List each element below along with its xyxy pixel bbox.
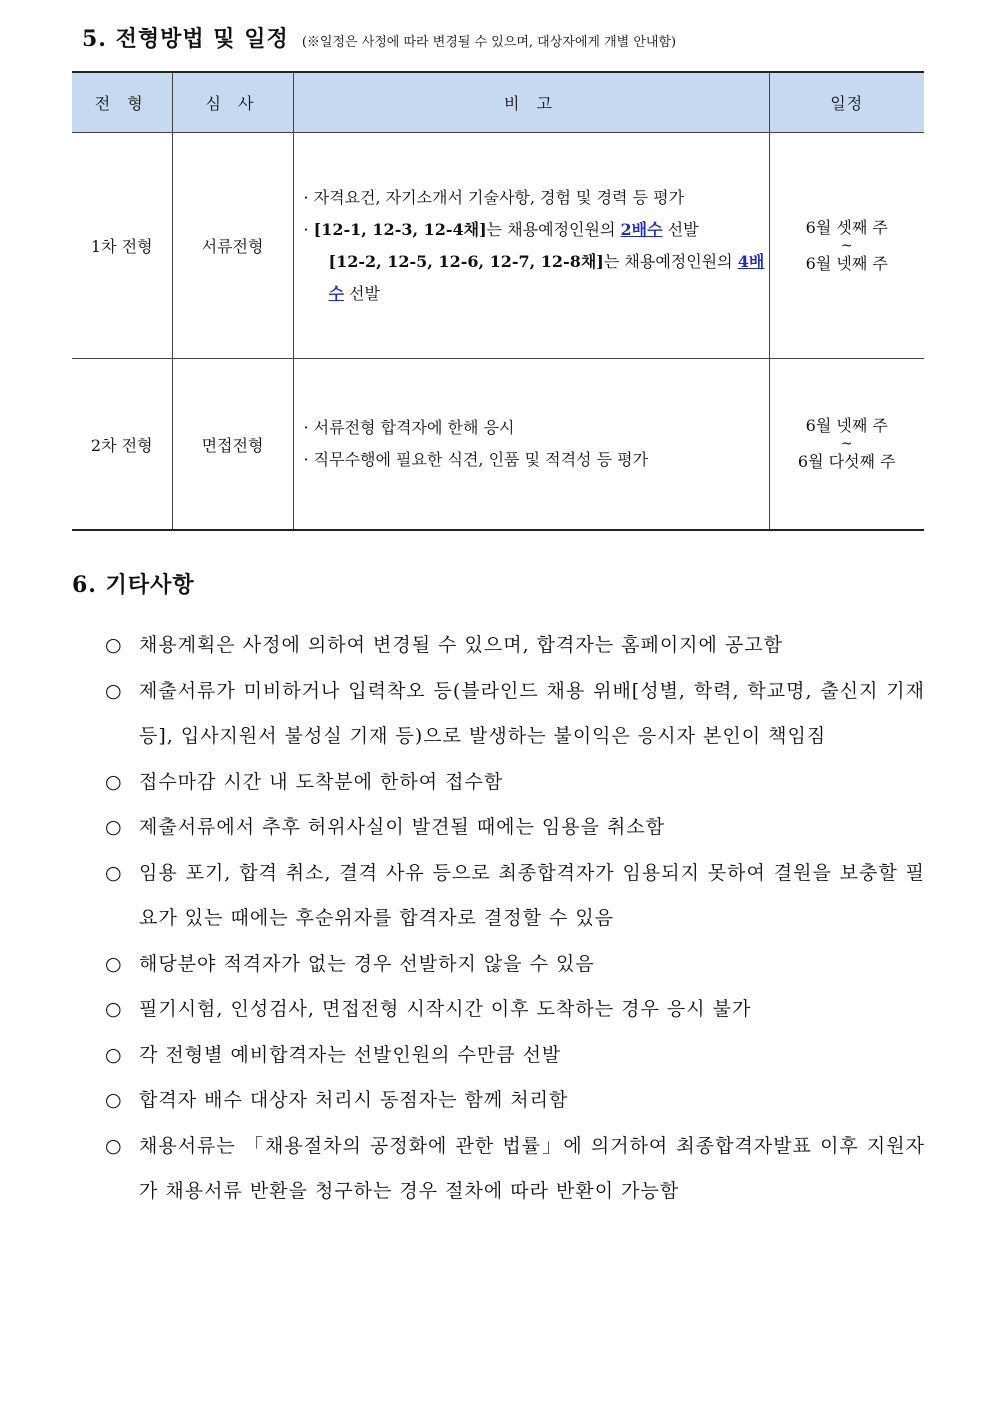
remark-cell: [293, 359, 769, 531]
table-row: [72, 359, 924, 531]
circle-bullet-icon: ○: [105, 634, 123, 656]
list-item-text: 해당분야 적격자가 없는 경우 선발하지 않을 수 있음: [139, 952, 595, 975]
schedule-start: 6월 넷째 주: [805, 416, 888, 435]
circle-bullet-icon: ○: [105, 998, 123, 1020]
list-item: [105, 987, 925, 1033]
schedule-start: 6월 셋째 주: [805, 217, 888, 237]
list-item-text: 채용서류는 「채용절차의 공정화에 관한 법률」에 의거하여 최종합격자발표 이후 지원자가 채용서류 반환을 청구하는 경우 절차에 따라 반환이 가능함: [139, 1134, 925, 1202]
list-item-text: 제출서류에서 추후 허위사실이 발견될 때에는 임용을 취소함: [139, 816, 666, 838]
circle-bullet-icon: ○: [105, 770, 123, 793]
remark-multiple: 2배수: [620, 219, 663, 239]
section6-title: 6. 기타사항: [72, 572, 195, 598]
remark-bold-range: [12-2, 12-5, 12-6, 12-7, 12-8채]: [328, 251, 604, 271]
circle-bullet-icon: ○: [105, 679, 123, 702]
header-review: 심 사: [172, 72, 293, 133]
remark-text: 선발: [662, 219, 699, 239]
remark-cell: [293, 133, 769, 359]
list-item: [105, 1124, 925, 1215]
list-item-text: 각 전형별 예비합격자는 선발인원의 수만큼 선발: [139, 1043, 562, 1066]
list-item-text: 임용 포기, 합격 취소, 결격 사유 등으로 최종합격자가 임용되지 못하여 결원을 보충할 필요가 있는 때에는 후순위자를 합격자로 결정할 수 있음: [139, 861, 925, 929]
list-item: [105, 942, 925, 988]
schedule-table: [72, 71, 924, 531]
stage-cell: 1차 전형: [72, 133, 172, 359]
circle-bullet-icon: ○: [105, 861, 123, 884]
review-cell: 면접전형: [172, 359, 293, 531]
notes-list: [105, 623, 925, 1215]
table-row: [72, 133, 924, 359]
review-cell: 서류전형: [172, 133, 293, 359]
list-item-text: 합격자 배수 대상자 처리시 동점자는 함께 처리함: [139, 1089, 569, 1111]
circle-bullet-icon: ○: [105, 1134, 123, 1157]
section5-title: 5. 전형방법 및 일정: [82, 26, 289, 52]
remark-multiple: 4배수: [328, 251, 765, 303]
list-item: [105, 760, 925, 806]
list-item: [105, 805, 925, 851]
list-item: [105, 851, 925, 942]
list-item: [105, 669, 925, 760]
stage-cell: 2차 전형: [72, 359, 172, 531]
list-item: [105, 1078, 925, 1124]
remark-line: · 자격요건, 자기소개서 기술사항, 경험 및 경력 등 평가: [303, 187, 685, 207]
remark-text: 선발: [343, 283, 380, 303]
header-remark: 비 고: [293, 72, 769, 133]
list-item-text: 접수마감 시간 내 도착분에 한하여 접수함: [139, 770, 504, 793]
list-item: [105, 623, 925, 669]
header-stage: 전 형: [72, 72, 172, 133]
remark-line: [304, 214, 769, 246]
remark-line: · 직무수행에 필요한 식견, 인품 및 적격성 등 평가: [303, 450, 649, 469]
circle-bullet-icon: ○: [105, 1043, 123, 1066]
circle-bullet-icon: ○: [105, 816, 123, 838]
remark-bullet: ·: [303, 219, 314, 239]
schedule-cell: [769, 359, 924, 531]
schedule-tilde: ~: [840, 237, 853, 254]
table-header-row: [72, 72, 924, 133]
schedule-end: 6월 다섯째 주: [797, 452, 896, 471]
list-item: [105, 1033, 925, 1079]
remark-text: 는 채용예정인원의: [486, 219, 621, 239]
header-schedule: 일정: [769, 72, 924, 133]
remark-line: [304, 246, 769, 310]
list-item-text: 채용계획은 사정에 의하여 변경될 수 있으며, 합격자는 홈페이지에 공고함: [139, 634, 783, 656]
remark-text: 는 채용예정인원의: [603, 251, 738, 271]
circle-bullet-icon: ○: [105, 1089, 123, 1111]
section5-note: (※일정은 사정에 따라 변경될 수 있으며, 대상자에게 개별 안내함): [301, 35, 677, 50]
section5-heading: [82, 22, 676, 53]
circle-bullet-icon: ○: [105, 952, 123, 975]
list-item-text: 제출서류가 미비하거나 입력착오 등(블라인드 채용 위배[성별, 학력, 학교명, 출신지 기재 등], 입사지원서 불성실 기재 등)으로 발생하는 불이익은 응시자 본인이 책임짐: [139, 679, 925, 747]
remark-line: · 서류전형 합격자에 한해 응시: [303, 418, 515, 437]
schedule-end: 6월 넷째 주: [805, 253, 888, 273]
schedule-tilde: ~: [840, 436, 853, 452]
remark-bold-range: [12-1, 12-3, 12-4채]: [313, 219, 487, 239]
schedule-cell: [769, 133, 924, 359]
list-item-text: 필기시험, 인성검사, 면접전형 시작시간 이후 도착하는 경우 응시 불가: [139, 998, 752, 1020]
